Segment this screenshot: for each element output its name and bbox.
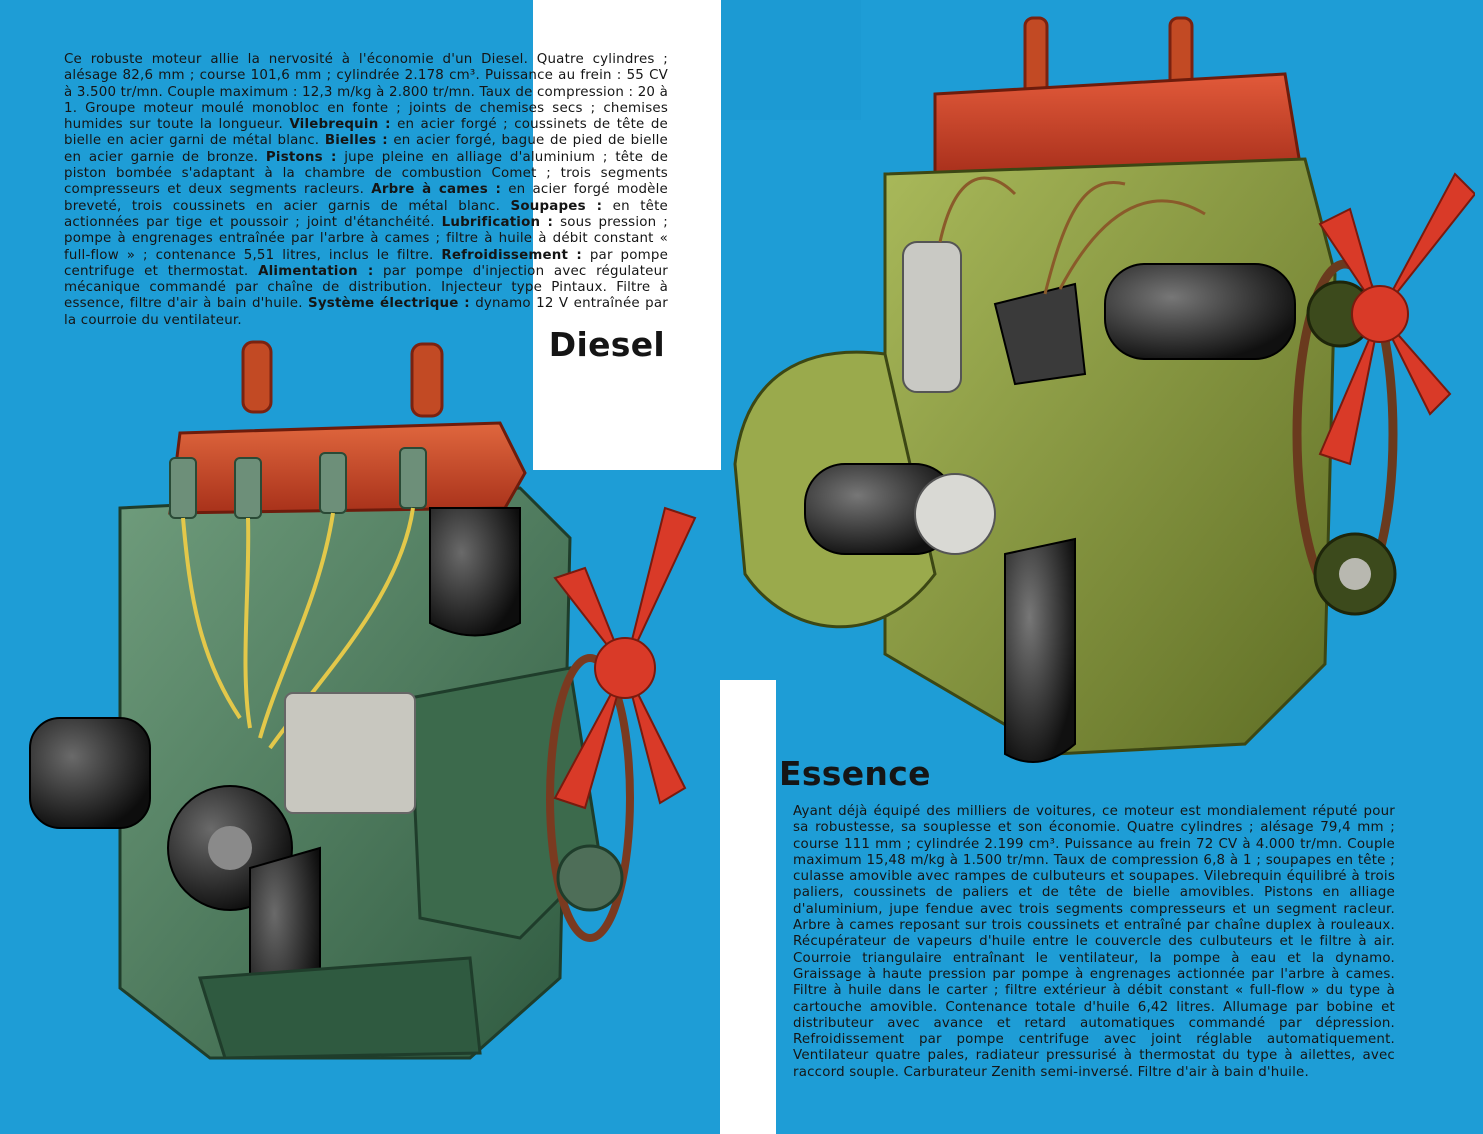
spec-text: Ce robuste moteur allie la nervosité à l'économie d'un Diesel. Quatre cylindres ; alésage 82,6 mm ; course 101,6 mm ; cylindrée 2.178 cm³. Puissance au frein : 55 CV à 3.500 tr/mn. Couple maximum : 12,3 m/kg à 2.800 tr/mn. Taux de compression : 20 à 1. Groupe moteur moulé monobloc en fonte ; joints de chemises secs ; chemises humides sur toute la longueur. — [64, 52, 668, 133]
spec-text: en acier forgé ; coussinets de tête de bielle en acier garni de métal blanc. — [64, 117, 668, 149]
diesel-heading: Diesel — [548, 325, 665, 364]
spec-term: Pistons : — [265, 149, 337, 165]
spec-text: par pompe d'injection avec régulateur mécanique commandé par chaîne de distribution. Injecteur type Pintaux. Filtre à essence, filtre d'air à bain d'huile. — [64, 263, 668, 312]
spec-text: Ayant déjà équipé des milliers de voitures, ce moteur est mondialement réputé pour sa robustesse, sa souplesse et son économie. Quatre cylindres ; alésage 79,4 mm ; course 111 mm ; cylindrée 2.199 cm³. Puissance au frein 72 CV à 4.000 tr/mn. Couple maximum 15,48 m/kg à 1.500 tr/mn. Taux de compression 6,8 à 1 ; soupapes en tête ; culasse amovible avec rampes de culbuteurs et soupapes. Vilebrequin équilibré à trois paliers, coussinets de paliers et de tête de bielle amovibles. Pistons en alliage d'aluminium, jupe fendue avec trois segments compresseurs et un segment racleur. Arbre à cames reposant sur trois coussinets et entraîné par chaîne duplex à rouleaux. Récupérateur de vapeurs d'huile entre le couvercle des culbuteurs et le filtre à air. Courroie triangulaire entraînant le ventilateur, la pompe à eau et la dynamo. Graissage à haute pression par pompe à engrenages actionnée par l'arbre à cames. Filtre à huile dans le carter ; filtre extérieur à débit constant « full-flow » du type à cartouche amovible. Contenance totale d'huile 6,42 litres. Allumage par bobine et distributeur avec avance et retard automatiques commandé par dépression. Refroidissement par pompe centrifuge avec joint réglable automatiquement. Ventilateur quatre pales, radiateur pressurisé à thermostat du type à ailettes, avec raccord souple. Carburateur Zenith semi-inversé. Filtre d'air à bain d'huile. — [793, 804, 1395, 1080]
spec-text: en tête actionnées par tige et poussoir ; joint d'étanchéité. — [64, 198, 669, 230]
spec-text: par pompe centrifuge et thermostat. — [64, 247, 669, 279]
spec-text: jupe pleine en alliage d'aluminium ; tête de piston bombée s'adaptant à la chambre de combustion Comet ; trois segments compresseurs et deux segments racleurs. — [64, 149, 669, 198]
spec-term: Système électrique : — [308, 296, 470, 312]
spec-term: Bielles : — [324, 133, 388, 149]
essence-engine-illustration — [725, 14, 1475, 804]
spec-term: Refroidissement : — [441, 247, 582, 263]
essence-heading: Essence — [779, 754, 931, 793]
spec-term: Soupapes : — [510, 198, 603, 214]
spec-text: sous pression ; pompe à engrenages entraînée par l'arbre à cames ; filtre à huile à débit constant « full-flow » ; contenance 5,51 litres, inclus le filtre. — [64, 214, 668, 263]
diesel-engine-illustration — [0, 338, 720, 1118]
spec-text: en acier forgé modèle breveté, trois coussinets en acier garnis de métal blanc. — [64, 182, 668, 214]
spec-text: en acier forgé, bague de pied de bielle en acier garnie de bronze. — [64, 133, 668, 165]
essence-description — [793, 804, 1395, 1081]
spec-term: Alimentation : — [258, 263, 374, 279]
spec-term: Vilebrequin : — [289, 117, 391, 133]
spec-term: Lubrification : — [441, 214, 554, 230]
spec-term: Arbre à cames : — [371, 182, 502, 198]
spec-text: dynamo 12 V entraînée par la courroie du ventilateur. — [64, 296, 668, 328]
diesel-description — [64, 52, 668, 329]
